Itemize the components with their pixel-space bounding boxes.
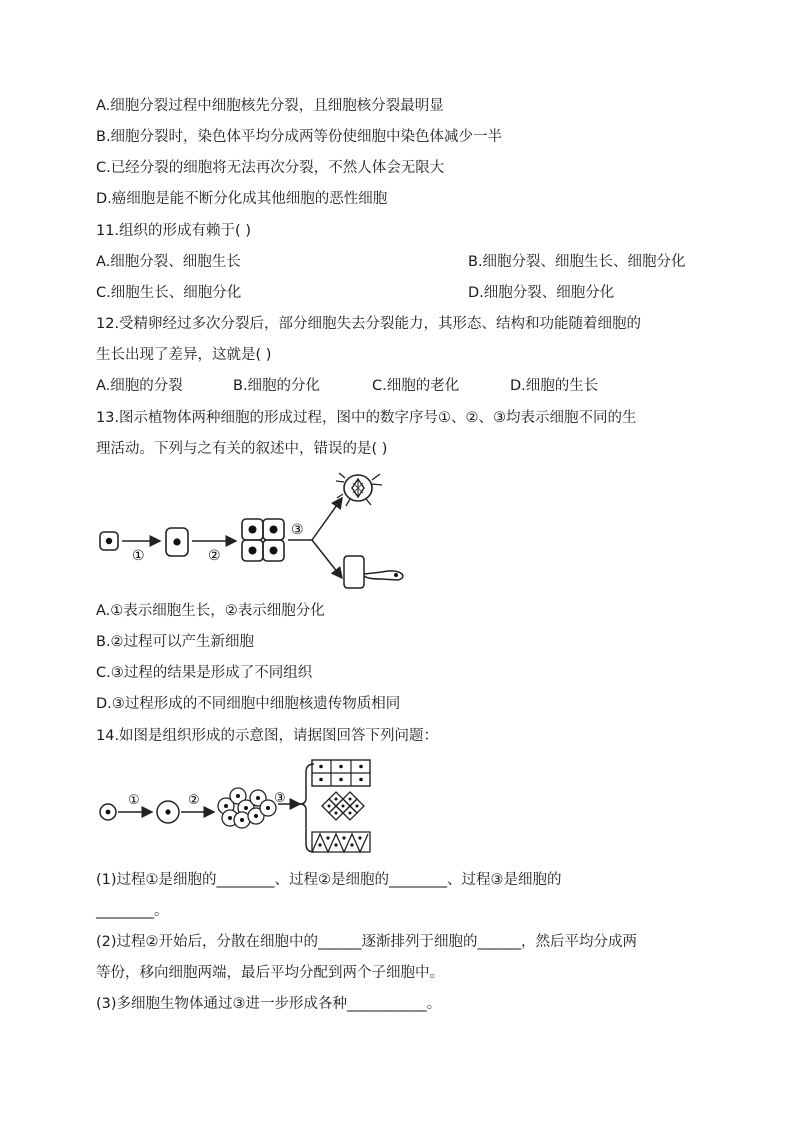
q13-arrow-3-down [312, 540, 342, 578]
q13-label-2: ② [208, 548, 221, 564]
q14-label-3: ③ [274, 791, 286, 806]
q13-stellate-cell [336, 473, 382, 506]
q12-option-d: D.细胞的生长 [510, 378, 599, 394]
q13-arrow-3-up [312, 498, 342, 540]
q14-diagram [96, 756, 386, 858]
q11-options-row1 [96, 252, 686, 272]
q14-label-2: ② [188, 793, 200, 808]
q11-option-c: C.细胞生长、细胞分化 [96, 285, 242, 301]
q14-part2-line2: 等份，移向细胞两端，最后平均分配到两个子细胞中。 [96, 965, 444, 981]
q13-root-hair-cell [344, 556, 403, 588]
q11-option-d: D.细胞分裂、细胞分化 [468, 285, 615, 301]
q12-option-c: C.细胞的老化 [372, 378, 460, 394]
q14-cell-1 [100, 804, 116, 820]
q12-option-b: B.细胞的分化 [233, 378, 321, 394]
q11-options-row2 [96, 283, 615, 303]
q14-tissue-diamond-nuclei [328, 798, 359, 815]
q10-option-b: B.细胞分裂时，染色体平均分成两等份使细胞中染色体减少一半 [96, 129, 503, 145]
q12-option-a: A.细胞的分裂 [96, 378, 183, 394]
q11-option-a: A.细胞分裂、细胞生长 [96, 254, 241, 270]
q13-grown-cell [166, 528, 188, 556]
q14-cell-2 [157, 801, 179, 823]
q14-stem: 14.如图是组织形成的示意图，请据图回答下列问题： [96, 728, 439, 744]
q13-option-d: D.③过程形成的不同细胞中细胞核遗传物质相同 [96, 696, 401, 712]
q14-part1-line1: (1)过程①是细胞的________、过程②是细胞的________、过程③是细胞的 [96, 872, 562, 888]
q14-part2-line1: (2)过程②开始后，分散在细胞中的______逐渐排列于细胞的______，然后平均分成两 [96, 934, 638, 950]
q13-divided-cells [242, 519, 284, 561]
q13-label-1: ① [132, 548, 145, 564]
q13-stem-line1: 13.图示植物体两种细胞的形成过程，图中的数字序号①、②、③均表示细胞不同的生 [96, 410, 637, 426]
q11-stem: 11.组织的形成有赖于( ) [96, 223, 251, 239]
q13-stem-line2: 理活动。下列与之有关的叙述中，错误的是( ) [96, 441, 388, 457]
q14-part1-line2: ________。 [96, 903, 169, 919]
q13-single-cell [100, 532, 118, 550]
q10-option-c: C.已经分裂的细胞将无法再次分裂，不然人体会无限大 [96, 160, 445, 176]
q10-option-d: D.癌细胞是能不断分化成其他细胞的恶性细胞 [96, 191, 388, 207]
q13-option-b: B.②过程可以产生新细胞 [96, 634, 255, 650]
q12-stem-line1: 12.受精卵经过多次分裂后，部分细胞失去分裂能力，其形态、结构和功能随着细胞的 [96, 316, 642, 332]
q10-option-a: A.细胞分裂过程中细胞核先分裂，且细胞核分裂最明显 [96, 98, 444, 114]
q13-option-c: C.③过程的结果是形成了不同组织 [96, 665, 313, 681]
q11-option-b: B.细胞分裂、细胞生长、细胞分化 [468, 254, 686, 270]
q13-label-3: ③ [291, 522, 304, 538]
q14-label-1: ① [128, 793, 140, 808]
q14-tissue-rectangular [312, 760, 370, 786]
q14-tissue-triangular [312, 832, 370, 852]
q12-stem-line2: 生长出现了差异，这就是( ) [96, 347, 272, 363]
q13-option-a: A.①表示细胞生长，②表示细胞分化 [96, 603, 325, 619]
q14-part3: (3)多细胞生物体通过③进一步形成各种___________。 [96, 996, 442, 1012]
q13-diagram [96, 468, 416, 592]
